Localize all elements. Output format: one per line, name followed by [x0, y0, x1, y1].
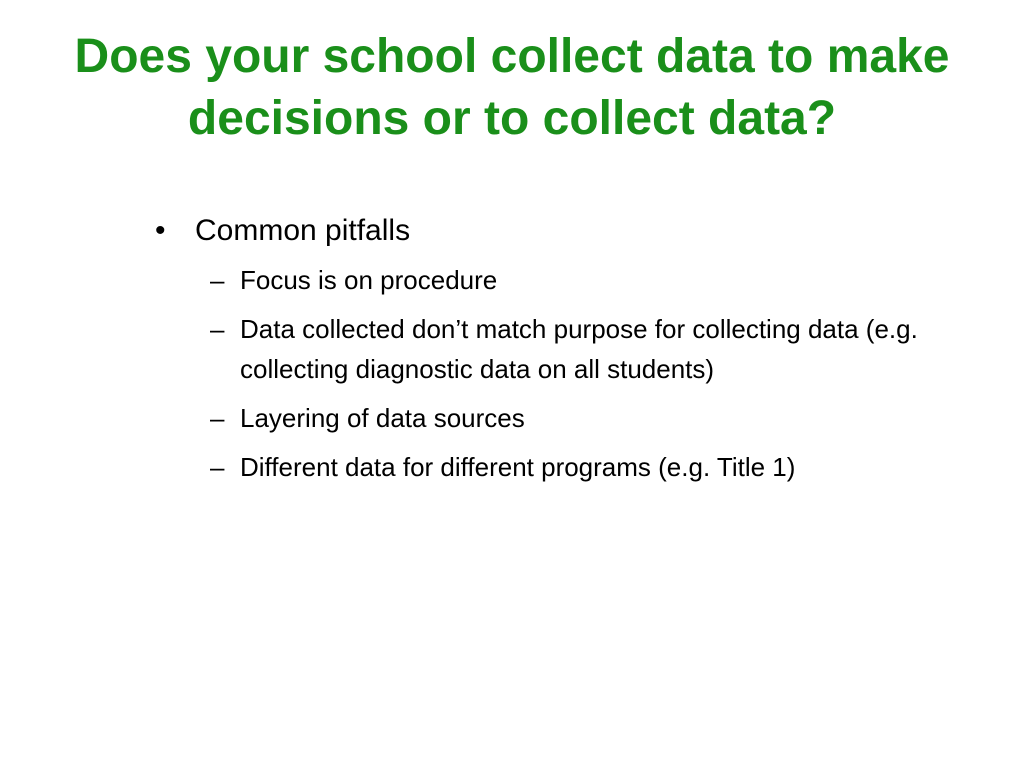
sub-bullet-list	[210, 260, 1015, 487]
slide-body	[155, 210, 1015, 496]
bullet-item	[155, 210, 1015, 252]
sub-bullet-item	[210, 398, 1015, 438]
sub-bullet-text: Layering of data sources	[240, 403, 525, 433]
bullet-icon: •	[155, 214, 166, 247]
dash-icon: –	[210, 265, 225, 295]
sub-bullet-item	[210, 447, 1015, 487]
dash-icon: –	[210, 452, 225, 482]
slide-title: Does your school collect data to make decisions or to collect data?	[74, 30, 950, 145]
sub-bullet-text: Focus is on procedure	[240, 265, 498, 295]
sub-bullet-text: Data collected don’t match purpose for collecting data (e.g. collecting diagnostic data on all students)	[240, 314, 918, 384]
sub-bullet-item	[210, 309, 1015, 389]
dash-icon: –	[210, 314, 225, 344]
bullet-text: Common pitfalls	[195, 214, 411, 247]
sub-bullet-item	[210, 260, 1015, 300]
sub-bullet-text: Different data for different programs (e.g. Title 1)	[240, 452, 796, 482]
dash-icon: –	[210, 403, 225, 433]
